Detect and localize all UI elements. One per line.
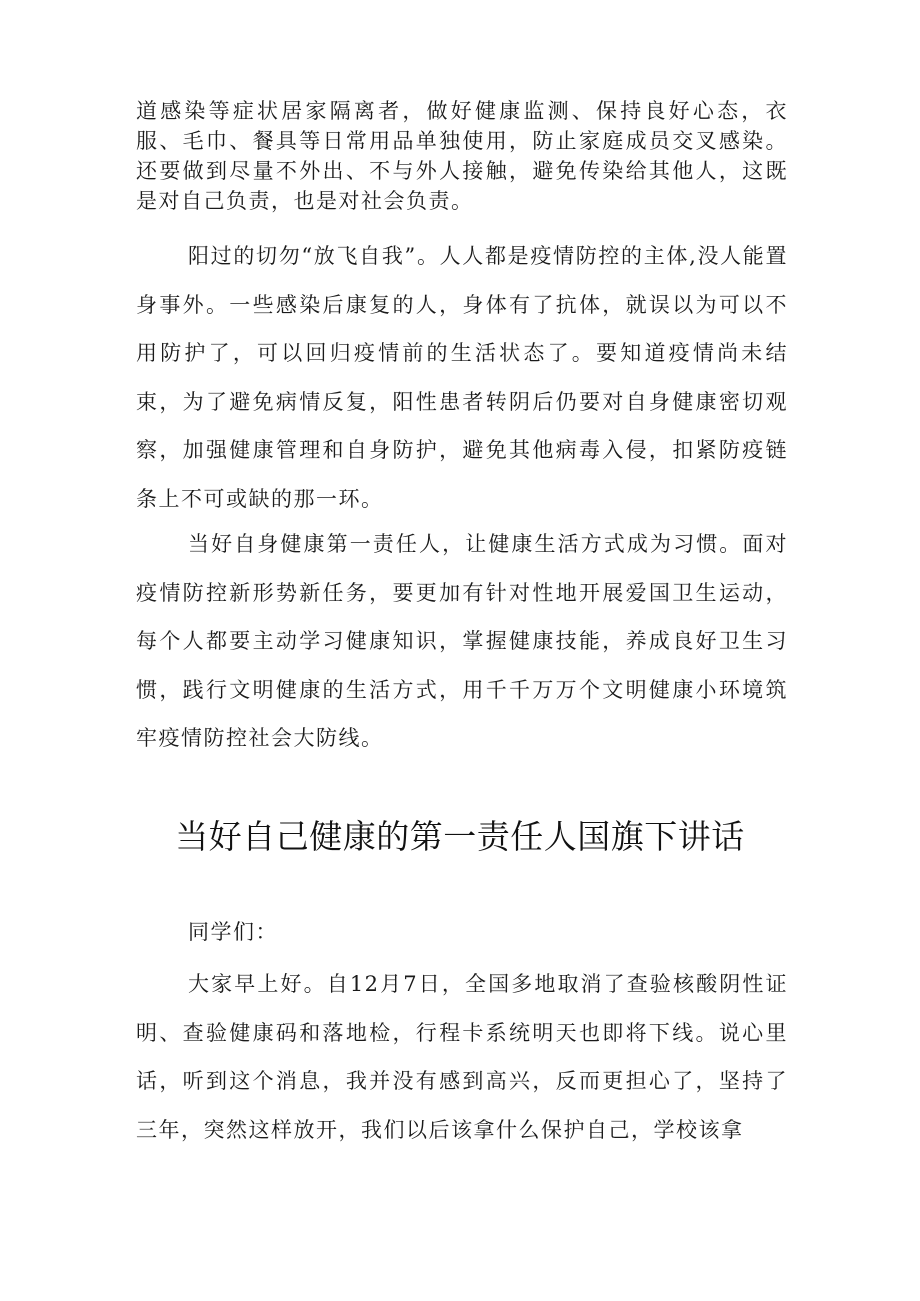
body-paragraph-3: 当好自身健康第一责任人，让健康生活方式成为习惯。面对疫情防控新形势新任务，要更加有针对性地开展爱国卫生运动，每个人都要主动学习健康知识，掌握健康技能，养成良好卫生习惯，践行文明健康的生活方式，用千千万万个文明健康小环境筑牢疫情防控社会大防线。	[136, 532, 788, 750]
body-paragraph-4: 大家早上好。自12月7日，全国多地取消了查验核酸阴性证明、查验健康码和落地检，行程卡系统明天也即将下线。说心里话，听到这个消息，我并没有感到高兴，反而更担心了，坚持了三年，突然这样放开，我们以后该拿什么保护自己，学校该拿	[136, 972, 788, 1142]
salutation: 同学们：	[188, 920, 278, 944]
body-paragraph-2: 阳过的切勿“放飞自我”。人人都是疫情防控的主体,没人能置身事外。一些感染后康复的人，身体有了抗体，就误以为可以不用防护了，可以回归疫情前的生活状态了。要知道疫情尚未结束，为了避免病情反复，阳性患者转阴后仍要对自身健康密切观察，加强健康管理和自身防护，避免其他病毒入侵，扣紧防疫链条上不可或缺的那一环。	[136, 244, 788, 511]
section-title: 当好自己健康的第一责任人国旗下讲话	[175, 817, 745, 856]
continuation-paragraph: 道感染等症状居家隔离者，做好健康监测、保持良好心态，衣服、毛巾、餐具等日常用品单独使用，防止家庭成员交叉感染。还要做到尽量不外出、不与外人接触，避免传染给其他人，这既是对自己负责，也是对社会负责。	[136, 99, 788, 213]
